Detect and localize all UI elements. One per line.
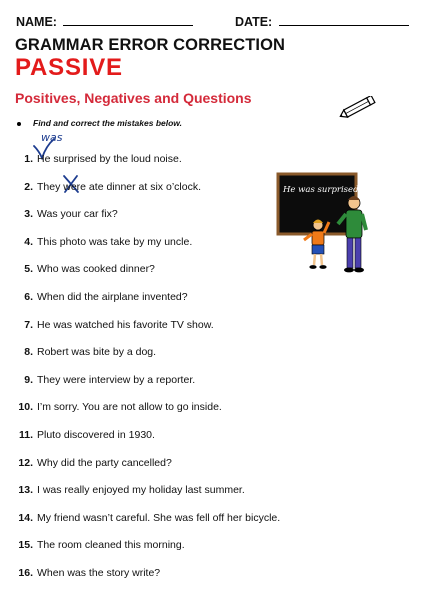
name-label: NAME: <box>16 15 57 29</box>
item-text: Was your car fix? <box>37 208 118 221</box>
list-item: 13. I was really enjoyed my holiday last summer. <box>10 483 280 511</box>
item-text: When was the story write? <box>37 566 161 579</box>
list-item: 5. Who was cooked dinner? <box>10 262 280 290</box>
list-item: 7. He was watched his favorite TV show. <box>10 318 280 346</box>
pencil-icon <box>338 96 378 118</box>
bullet-icon <box>17 122 21 126</box>
item-text: He was watched his favorite TV show. <box>37 318 214 331</box>
worksheet-header <box>16 14 409 29</box>
instructions-text: Find and correct the mistakes below. <box>33 118 182 128</box>
item-text: I’m sorry. You are not allow to go inside. <box>37 401 222 414</box>
list-item: 16. When was the story write? <box>10 566 280 594</box>
item-text: Pluto discovered in 1930. <box>37 428 155 441</box>
list-item: 14. My friend wasn’t careful. She was fell off her bicycle. <box>10 511 280 539</box>
date-line <box>279 14 409 26</box>
item-text: Why did the party cancelled? <box>37 456 172 469</box>
correction-word: was <box>41 131 63 144</box>
item-text: This photo was take by my uncle. <box>37 235 193 248</box>
list-item: 1. He surprised by the loud noise. <box>10 152 280 180</box>
list-item: 3. Was your car fix? <box>10 207 280 235</box>
board-text: He was surprised <box>283 185 359 195</box>
item-text: Who was cooked dinner? <box>37 263 155 276</box>
classroom-illustration <box>274 170 380 276</box>
item-text: The room cleaned this morning. <box>37 539 185 552</box>
list-item: 4. This photo was take by my uncle. <box>10 235 280 263</box>
list-item: 15. The room cleaned this morning. <box>10 538 280 566</box>
list-item: 11. Pluto discovered in 1930. <box>10 428 280 456</box>
list-item: 8. Robert was bite by a dog. <box>10 345 280 373</box>
list-item: 6. When did the airplane invented? <box>10 290 280 318</box>
date-label: DATE: <box>234 15 273 29</box>
list-item: 10. I’m sorry. You are not allow to go inside. <box>10 400 280 428</box>
exercise-list <box>10 152 280 594</box>
list-item: 9. They were interview by a reporter. <box>10 373 280 401</box>
item-text: They were ate dinner at six o’clock. <box>37 180 201 193</box>
item-text: When did the airplane invented? <box>37 290 188 303</box>
item-text: I was really enjoyed my holiday last summer. <box>37 484 245 497</box>
instructions <box>17 118 182 128</box>
item-text: Robert was bite by a dog. <box>37 346 157 359</box>
topic-heading: PASSIVE <box>15 54 123 81</box>
item-text: They were interview by a reporter. <box>37 373 196 386</box>
worksheet-subtitle: Positives, Negatives and Questions <box>15 90 252 106</box>
list-item: 2. They were ate dinner at six o’clock. <box>10 180 280 208</box>
list-item: 12. Why did the party cancelled? <box>10 456 280 484</box>
item-text: My friend wasn’t careful. She was fell off her bicycle. <box>37 511 281 524</box>
worksheet-title: GRAMMAR ERROR CORRECTION <box>15 36 286 54</box>
name-line <box>63 14 193 26</box>
item-text: He surprised by the loud noise. <box>37 153 182 165</box>
